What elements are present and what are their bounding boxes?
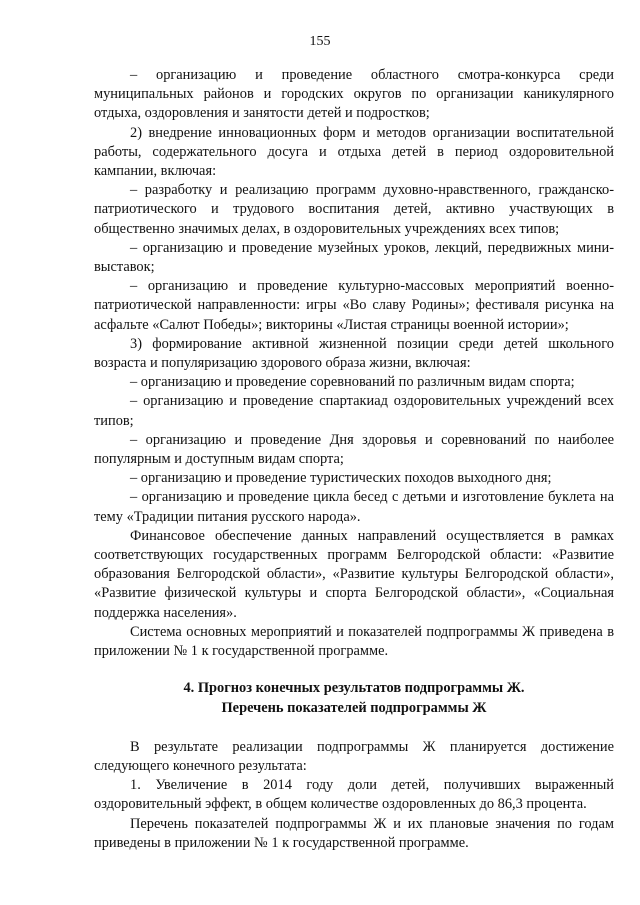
paragraph: В результате реализации подпрограммы Ж планируется достижение следующего конечного результата:: [94, 738, 614, 774]
paragraph: – организацию и проведение спартакиад оздоровительных учреждений всех типов;: [94, 393, 614, 429]
paragraph: – разработку и реализацию программ духовно-нравственного, гражданско-патриотического и трудового воспитания детей, активно участвующих в общественно значимых делах, в оздоровительных учреждениях всех типов;: [94, 182, 614, 237]
paragraph: – организацию и проведение цикла бесед с детьми и изготовление буклета на тему «Традиции питания русского народа».: [94, 489, 614, 525]
paragraph: – организацию и проведение областного смотра-конкурса среди муниципальных районов и городских округов по организации каникулярного отдыха, оздоровления и занятости детей и подростков;: [94, 67, 614, 122]
section-heading-line1: 4. Прогноз конечных результатов подпрограммы Ж.: [183, 680, 525, 697]
paragraph: – организацию и проведение Дня здоровья и соревнований по наиболее популярным и доступным видам спорта;: [94, 431, 614, 468]
paragraph: Система основных мероприятий и показателей подпрограммы Ж приведена в приложении № 1 к государственной программе.: [94, 623, 614, 660]
section-heading: [94, 679, 614, 717]
paragraph: Финансовое обеспечение данных направлений осуществляется в рамках соответствующих государственных программ Белгородской области: «Развитие образования Белгородской области», «Развитие культуры Белгородской области», «Развитие физической культуры и спорта Белгородской области», «Социальная поддержка населения».: [94, 527, 614, 621]
paragraph: 1. Увеличение в 2014 году доли детей, получивших выраженный оздоровительный эффект, в общем количестве оздоровленных до 86,3 процента.: [94, 777, 614, 813]
paragraph: – организацию и проведение туристических походов выходного дня;: [130, 470, 552, 487]
paragraph: – организацию и проведение соревнований по различным видам спорта;: [130, 374, 575, 391]
document-body: [94, 66, 614, 853]
paragraph: – организацию и проведение музейных уроков, лекций, передвижных мини-выставок;: [94, 239, 614, 276]
paragraph: – организацию и проведение культурно-массовых мероприятий военно-патриотической направленности: игры «Во славу Родины»; фестиваля рисунка на асфальте «Салют Победы»; викторины «Листая страницы военной истории»;: [94, 278, 614, 333]
paragraph: 3) формирование активной жизненной позиции среди детей школьного возраста и популяризацию здорового образа жизни, включая:: [94, 335, 614, 372]
section-heading-line2: Перечень показателей подпрограммы Ж: [221, 699, 487, 716]
paragraph: 2) внедрение инновационных форм и методов организации воспитательной работы, содержательного досуга и отдыха детей в период оздоровительной кампании, включая:: [94, 124, 614, 180]
paragraph: Перечень показателей подпрограммы Ж и их плановые значения по годам приведены в приложении № 1 к государственной программе.: [94, 815, 614, 851]
page-number: 155: [309, 34, 331, 49]
